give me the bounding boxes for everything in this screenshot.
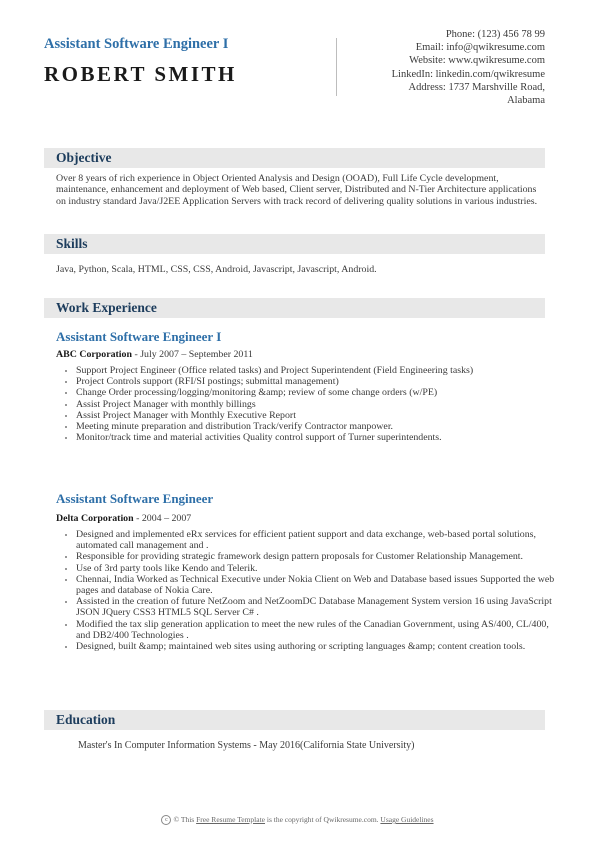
job-bullet: • Assisted in the creation of future NetZoom and NetZoomDC Database Management System version 16 using JavaScript JSON JQuery CSS3 HTML5 SQL Server C# . [76,596,558,618]
job-bullet: • Change Order processing/logging/monitoring &amp; review of some change orders (w/PE) [76,387,558,398]
job-bullet: • Meeting minute preparation and distribution Track/verify Contractor manpower. [76,421,558,432]
education-entry: Master's In Computer Information Systems - May 2016(California State University) [78,740,415,751]
job-bullet: • Designed and implemented eRx services for efficient patient support and data exchange, web-based portal solutions, automated call management and . [76,529,558,551]
education-heading: Education [56,712,116,727]
job-bullet-list [62,365,558,443]
contact-address-line2: Alabama [507,95,545,107]
usage-guidelines-link[interactable]: Usage Guidelines [380,815,434,824]
contact-linkedin[interactable]: LinkedIn: linkedin.com/qwikresume [391,68,545,80]
job-bullet: • Project Controls support (RFI/SI postings; submittal management) [76,376,558,387]
resume-job-title: Assistant Software Engineer I [44,36,229,52]
objective-text: Over 8 years of rich experience in Object Oriented Analysis and Design (OOAD), Full Life Cycle development, maintenance, enhancement and deployment of Web based, Client server, Distributed and N-Tier Architecture applications on industry standard Java/J2EE Application Servers with track record of delivering quality solutions in various industries. [56,173,538,207]
candidate-name: ROBERT SMITH [44,62,237,86]
job-bullet: • Designed, built &amp; maintained web sites using authoring or scripting languages &amp; content creation tools. [76,641,558,652]
contact-address: Address: 1737 Marshville Road, [408,81,545,93]
contact-email[interactable]: Email: info@qwikresume.com [415,42,545,54]
job-dates: - 2004 – 2007 [133,513,192,524]
job-bullet: • Use of 3rd party tools like Kendo and Telerik. [76,563,558,574]
job-bullet: • Assist Project Manager with Monthly Executive Report [76,410,558,421]
job-bullet-list [62,529,558,652]
job-title: Assistant Software Engineer I [56,329,222,344]
job-bullet: • Assist Project Manager with monthly billings [76,399,558,410]
job-bullet: • Monitor/track time and material activities Quality control support of Turner superintendents. [76,432,558,443]
education-section-band [44,710,545,730]
free-resume-template-link[interactable]: Free Resume Template [196,815,266,824]
company-name: ABC Corporation [56,349,132,360]
job-company-line [56,513,191,524]
objective-section-band [44,148,545,168]
objective-heading: Objective [56,150,112,165]
job-title: Assistant Software Engineer [56,491,214,506]
job-bullet: • Support Project Engineer (Office related tasks) and Project Superintendent (Field Engineering tasks) [76,365,558,376]
job-bullet: • Responsible for providing strategic framework design pattern proposals for Customer Relationship Management. [76,551,558,562]
contact-phone: Phone: (123) 456 78 99 [445,29,545,40]
contact-website[interactable]: Website: www.qwikresume.com [409,55,545,67]
work-heading: Work Experience [56,300,157,315]
job-company-line [56,349,253,360]
footer [0,815,595,825]
job-bullet: • Modified the tax slip generation application to meet the new rules of the Canadian Government, using AS/400, CL/400, and DB2/400 Technologies . [76,619,558,641]
footer-middle: is the copyright of Qwikresume.com. [265,815,381,824]
skills-section-band [44,234,545,254]
job-dates: - July 2007 – September 2011 [131,349,253,360]
skills-heading: Skills [56,236,88,251]
footer-prefix: © This [173,815,197,824]
company-name: Delta Corporation [56,513,134,524]
contact-block [315,28,545,107]
copyright-icon: c [161,815,171,825]
skills-text: Java, Python, Scala, HTML, CSS, CSS, Android, Javascript, Javascript, Android. [56,264,377,275]
job-bullet: • Chennai, India Worked as Technical Executive under Nokia Client on Web and Database based issues Supported the web pages and database of Nokia Care. [76,574,558,596]
